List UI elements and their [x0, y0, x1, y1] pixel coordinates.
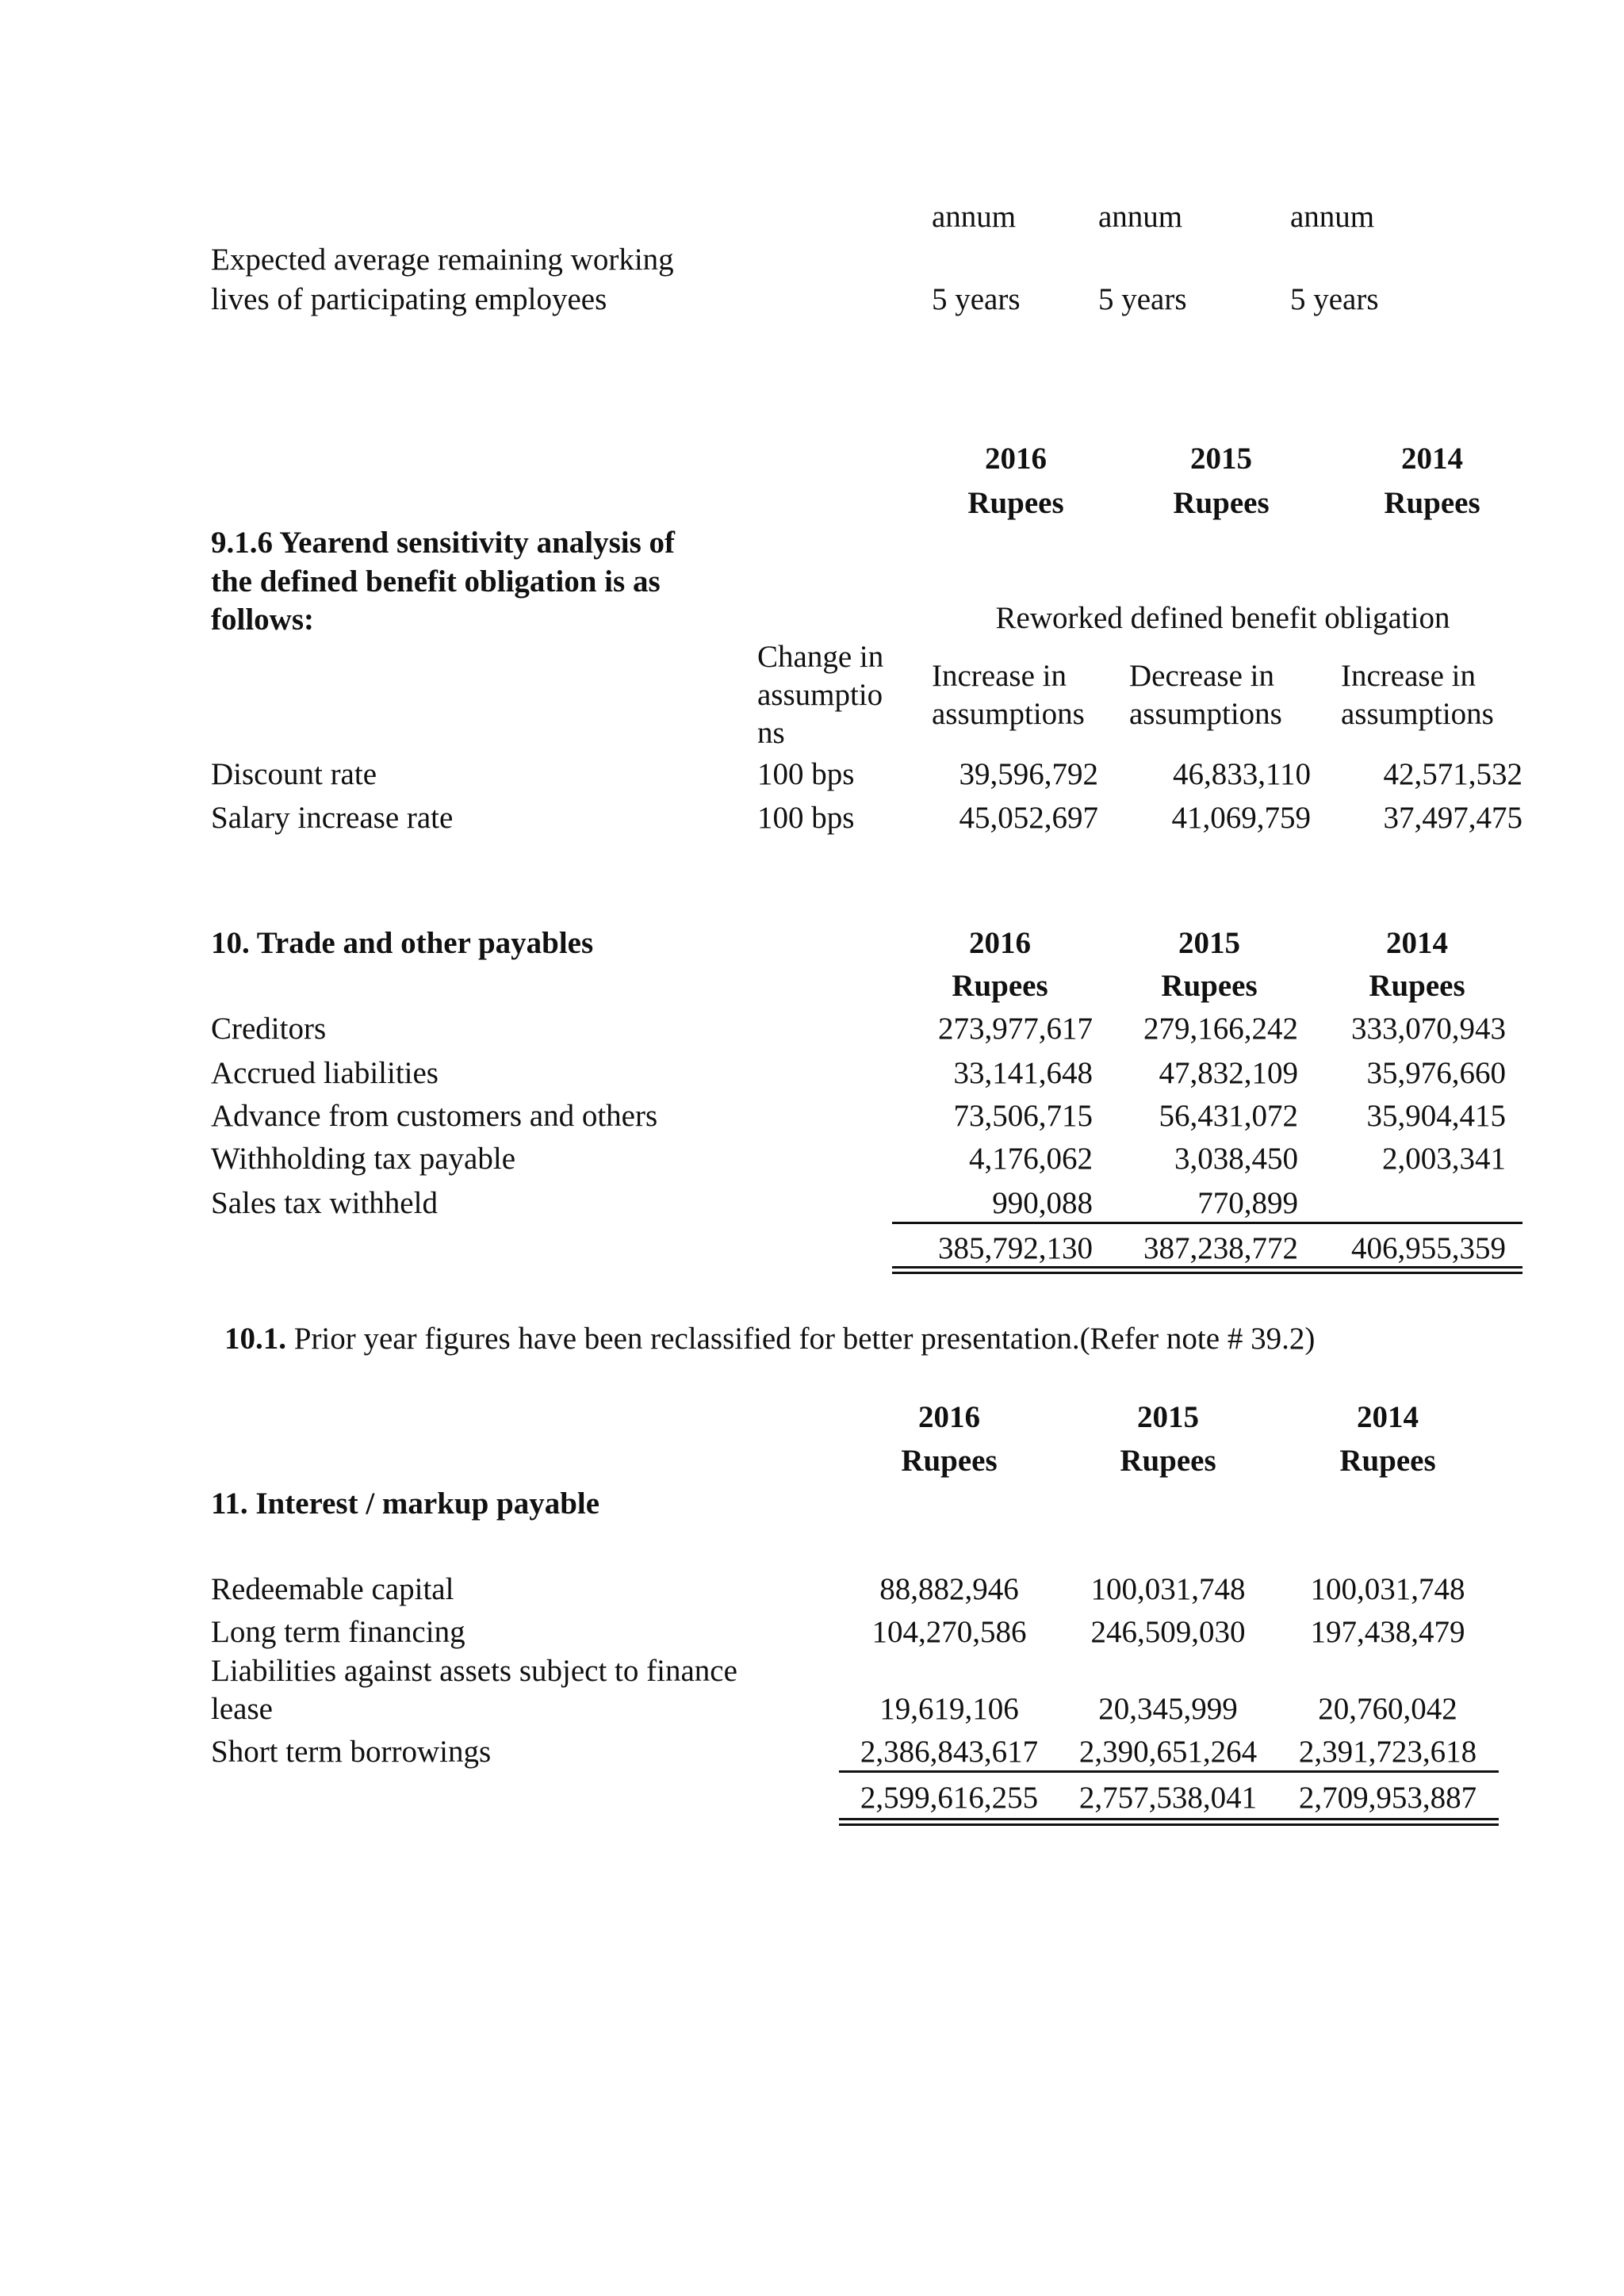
currency-header: Rupees	[1173, 486, 1270, 520]
row-label: Liabilities against assets subject to finance	[211, 1654, 737, 1688]
cell-value: 279,166,242	[1143, 1012, 1298, 1046]
cell-value: 45,052,697	[959, 801, 1098, 835]
payables-note	[224, 1321, 1315, 1357]
interest-heading: 11. Interest / markup payable	[211, 1487, 600, 1521]
cell-value: 37,497,475	[1383, 801, 1522, 835]
year-header: 2014	[1357, 1400, 1419, 1434]
section-heading: 9.1.6 Yearend sensitivity analysis of	[211, 526, 676, 560]
column-header: Increase in	[1341, 659, 1476, 693]
section-heading: the defined benefit obligation is as	[211, 564, 661, 599]
cell-value: 333,070,943	[1351, 1012, 1506, 1046]
subtotal-rule	[839, 1770, 1499, 1773]
currency-header: Rupees	[952, 969, 1048, 1003]
year-header: 2016	[985, 442, 1047, 476]
total-double-rule	[839, 1818, 1499, 1820]
cell-value: 273,977,617	[938, 1012, 1093, 1046]
currency-header: Rupees	[1384, 486, 1480, 520]
change-header: Change in	[757, 640, 884, 674]
cell-value: 73,506,715	[953, 1099, 1093, 1133]
unit-label: annum	[932, 200, 1017, 234]
cell-value: 39,596,792	[959, 757, 1098, 791]
cell-value: 20,760,042	[1318, 1692, 1457, 1726]
cell-value: 100,031,748	[1310, 1572, 1465, 1606]
working-life-value: 5 years	[932, 282, 1021, 316]
change-header: assumptio	[757, 678, 883, 712]
year-header: 2014	[1386, 926, 1448, 960]
cell-value: 47,832,109	[1159, 1056, 1298, 1090]
section-heading: follows:	[211, 603, 314, 637]
working-life-value: 5 years	[1290, 282, 1379, 316]
cell-value: 2,386,843,617	[860, 1735, 1039, 1769]
total-value: 2,599,616,255	[860, 1781, 1039, 1815]
cell-value: 246,509,030	[1090, 1615, 1246, 1649]
unit-label: annum	[1098, 200, 1183, 234]
row-label: Long term financing	[211, 1615, 465, 1649]
row-label: Redeemable capital	[211, 1572, 454, 1606]
change-header: ns	[757, 716, 785, 750]
year-header: 2016	[969, 926, 1031, 960]
cell-value: 100,031,748	[1090, 1572, 1246, 1606]
total-value: 2,709,953,887	[1298, 1781, 1477, 1815]
year-header: 2015	[1178, 926, 1240, 960]
cell-value: 35,976,660	[1366, 1056, 1506, 1090]
column-header: assumptions	[1341, 697, 1494, 731]
cell-value: 41,069,759	[1171, 801, 1311, 835]
cell-value: 46,833,110	[1172, 757, 1311, 791]
currency-header: Rupees	[1369, 969, 1465, 1003]
row-label: Creditors	[211, 1012, 327, 1046]
column-header: Increase in	[932, 659, 1067, 693]
row-label: Withholding tax payable	[211, 1142, 516, 1176]
row-label: Sales tax withheld	[211, 1186, 438, 1220]
total-value: 406,955,359	[1351, 1231, 1506, 1265]
currency-header: Rupees	[967, 486, 1064, 520]
column-header: Decrease in	[1129, 659, 1274, 693]
total-double-rule	[839, 1823, 1499, 1826]
total-double-rule	[892, 1266, 1522, 1269]
unit-label: annum	[1290, 200, 1375, 234]
row-label: Discount rate	[211, 757, 377, 791]
cell-value: 4,176,062	[969, 1142, 1093, 1176]
column-header: assumptions	[932, 697, 1085, 731]
cell-value: 3,038,450	[1174, 1142, 1298, 1176]
cell-value: 2,003,341	[1382, 1142, 1506, 1176]
row-label: lease	[211, 1692, 273, 1726]
sensitivity-subheading: Reworked defined benefit obligation	[995, 601, 1450, 635]
column-header: assumptions	[1129, 697, 1282, 731]
total-value: 2,757,538,041	[1078, 1781, 1258, 1815]
change-value: 100 bps	[757, 757, 855, 791]
row-label: Salary increase rate	[211, 801, 454, 835]
cell-value: 770,899	[1197, 1186, 1298, 1220]
total-double-rule	[892, 1272, 1522, 1274]
row-label: Short term borrowings	[211, 1735, 492, 1769]
currency-header: Rupees	[1339, 1444, 1436, 1478]
cell-value: 2,391,723,618	[1298, 1735, 1477, 1769]
cell-value: 19,619,106	[879, 1692, 1019, 1726]
year-header: 2015	[1190, 442, 1252, 476]
year-header: 2014	[1401, 442, 1463, 476]
working-life-value: 5 years	[1098, 282, 1187, 316]
currency-header: Rupees	[1120, 1444, 1216, 1478]
row-label: Accrued liabilities	[211, 1056, 439, 1090]
currency-header: Rupees	[901, 1444, 998, 1478]
total-value: 385,792,130	[938, 1231, 1093, 1265]
currency-header: Rupees	[1161, 969, 1258, 1003]
subtotal-rule	[892, 1222, 1522, 1224]
year-header: 2015	[1137, 1400, 1199, 1434]
row-label: Advance from customers and others	[211, 1099, 658, 1133]
total-value: 387,238,772	[1143, 1231, 1298, 1265]
row-label: Expected average remaining working	[211, 243, 674, 277]
change-value: 100 bps	[757, 801, 855, 835]
cell-value: 990,088	[992, 1186, 1093, 1220]
note-number: 10.1.	[224, 1322, 286, 1356]
note-text: Prior year figures have been reclassified for better presentation.(Refer note # 39.2)	[286, 1322, 1316, 1356]
cell-value: 33,141,648	[953, 1056, 1093, 1090]
cell-value: 56,431,072	[1159, 1099, 1298, 1133]
cell-value: 88,882,946	[879, 1572, 1019, 1606]
cell-value: 35,904,415	[1366, 1099, 1506, 1133]
cell-value: 20,345,999	[1098, 1692, 1238, 1726]
year-header: 2016	[918, 1400, 980, 1434]
row-label: lives of participating employees	[211, 282, 607, 316]
payables-heading: 10. Trade and other payables	[211, 926, 594, 960]
cell-value: 42,571,532	[1383, 757, 1522, 791]
cell-value: 104,270,586	[871, 1615, 1027, 1649]
cell-value: 197,438,479	[1310, 1615, 1465, 1649]
cell-value: 2,390,651,264	[1078, 1735, 1258, 1769]
